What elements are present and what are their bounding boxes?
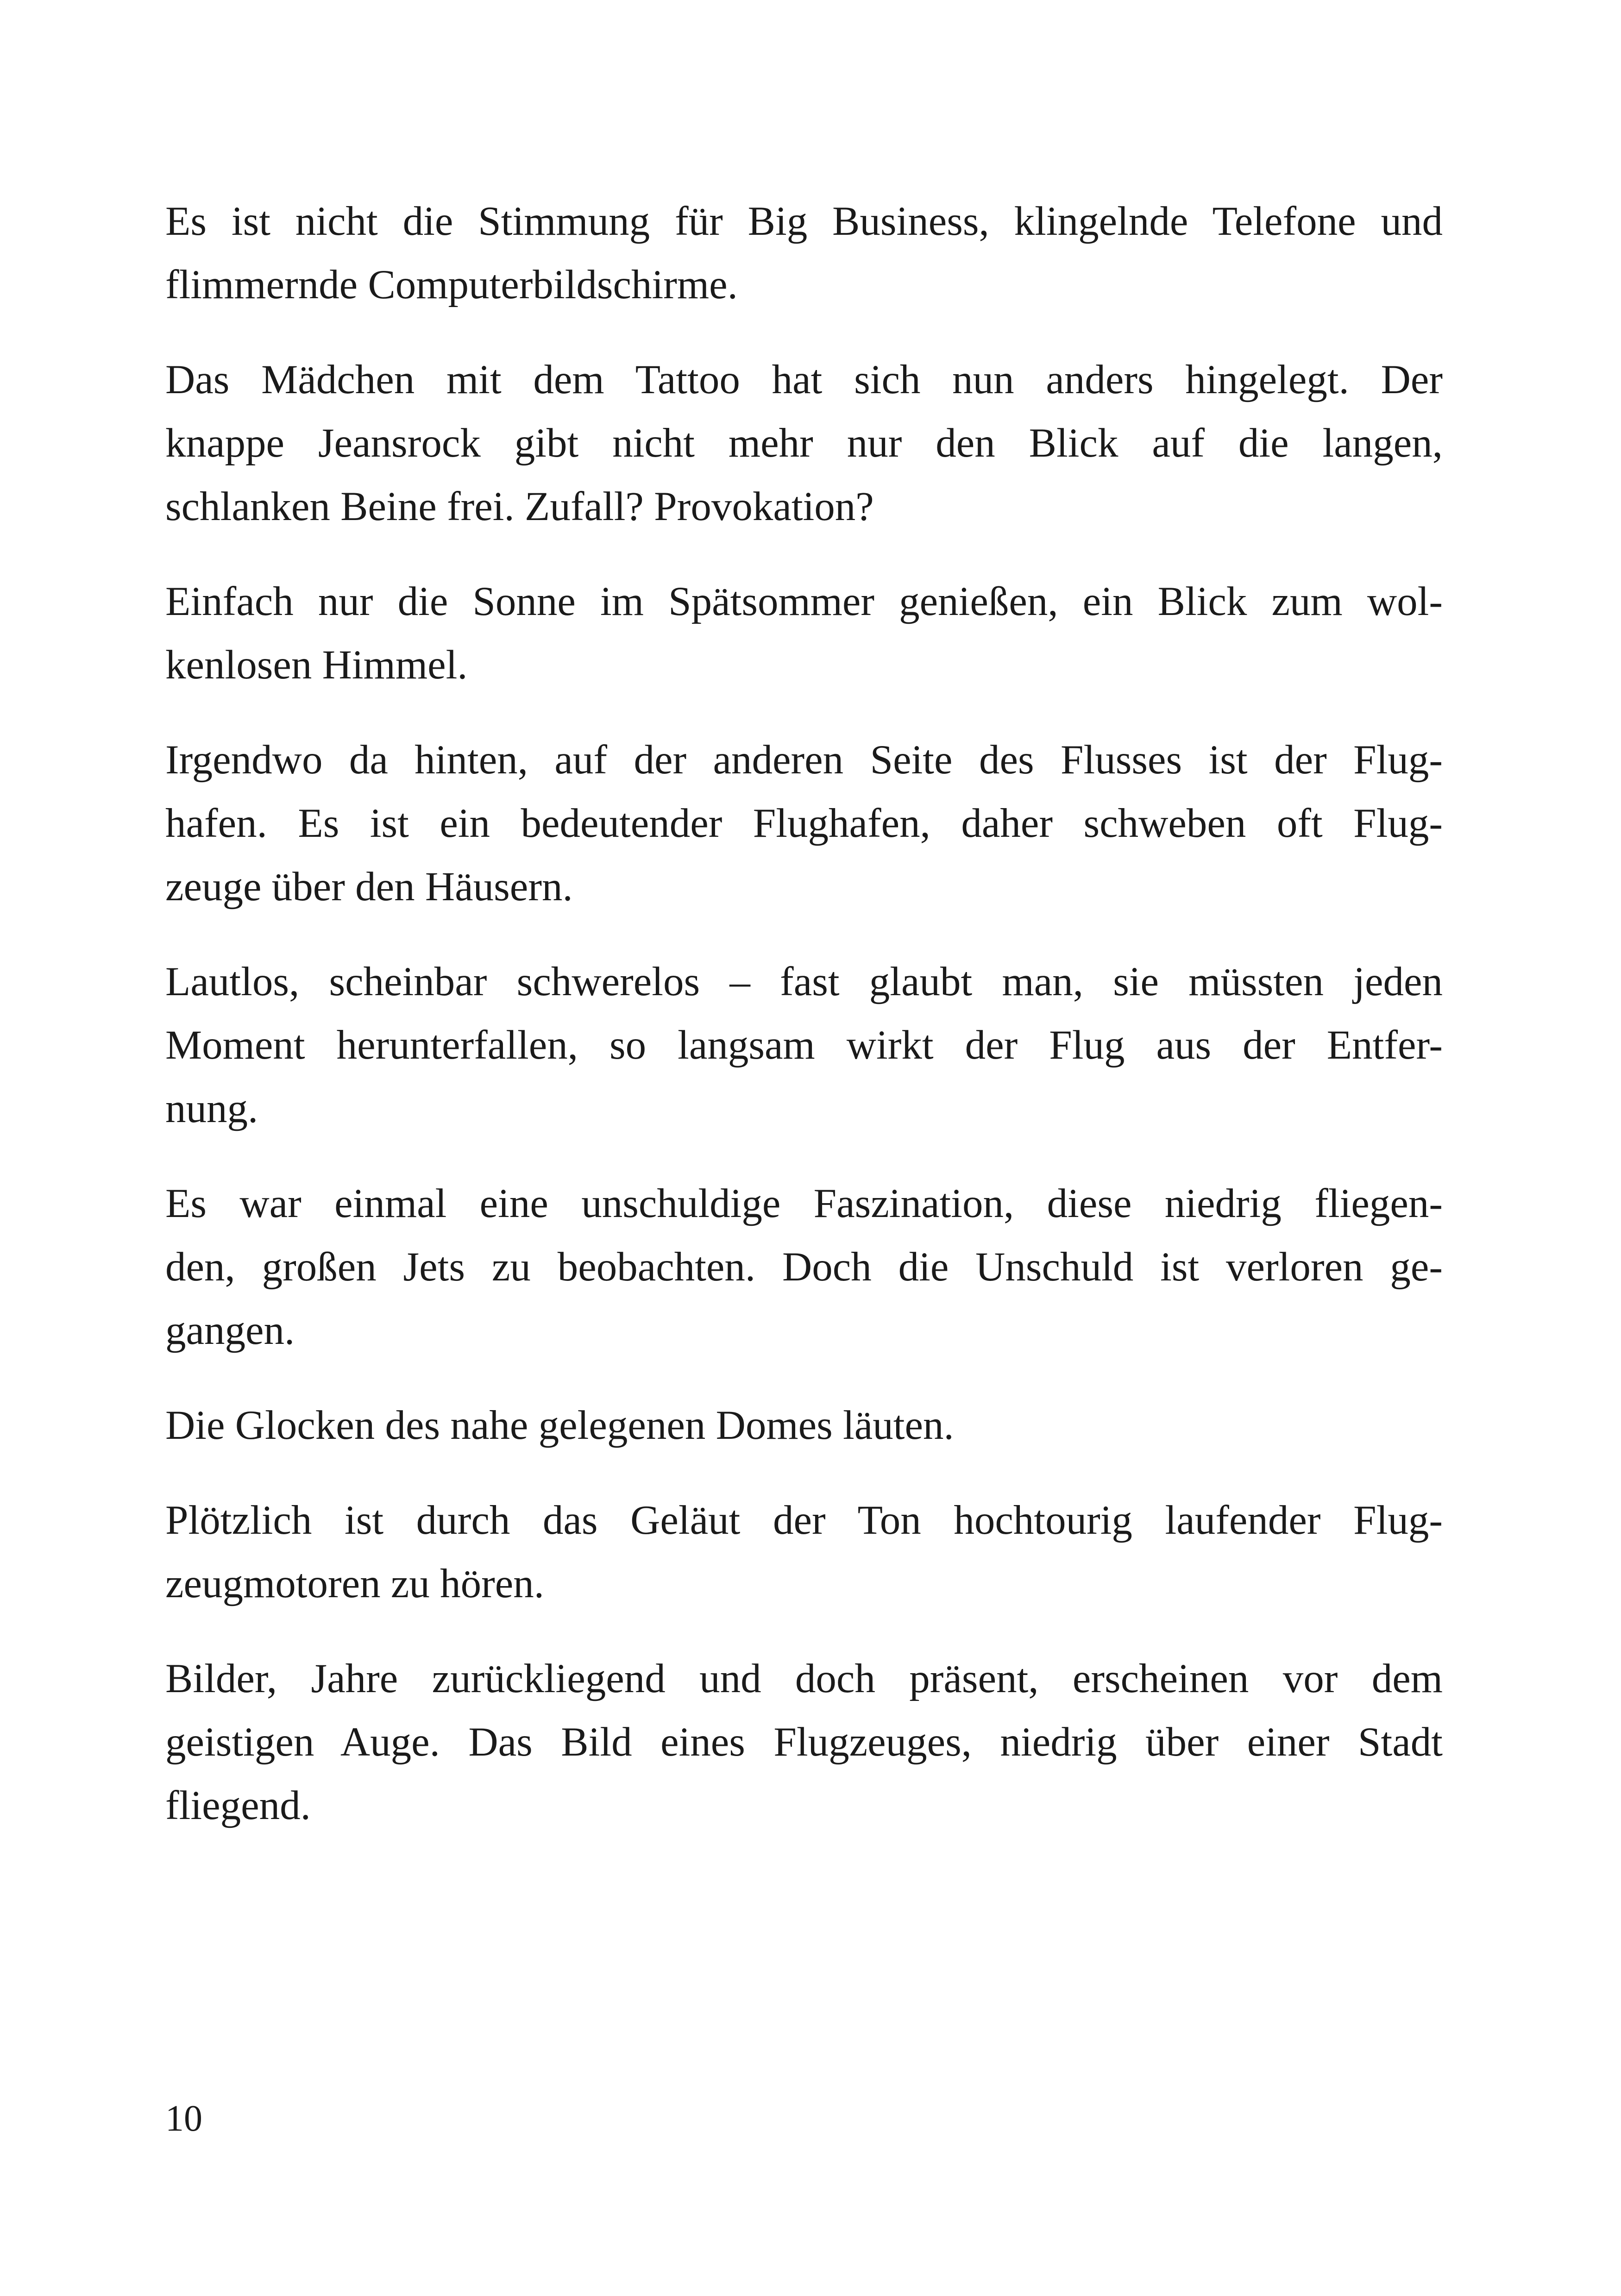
text-line: schlanken Beine frei. Zufall? Provokation? [165,484,874,529]
text-line: Es ist nicht die Stimmung für Big Business, klingelnde Telefone und [165,199,1443,244]
text-line: zeugmotoren zu hören. [165,1561,544,1606]
paragraph [165,190,1443,317]
text-line: den, großen Jets zu beobachten. Doch die Unschuld ist verloren ge- [165,1244,1443,1290]
text-line: Die Glocken des nahe gelegenen Domes läuten. [165,1403,954,1448]
text-line: Es war einmal eine unschuldige Faszination, diese niedrig fliegen- [165,1181,1443,1226]
text-line: Lautlos, scheinbar schwerelos – fast glaubt man, sie müssten jeden [165,959,1443,1004]
paragraph [165,1647,1443,1838]
paragraph [165,950,1443,1141]
text-line: zeuge über den Häusern. [165,864,573,910]
paragraph [165,348,1443,539]
text-line: Plötzlich ist durch das Geläut der Ton hochtourig laufender Flug- [165,1498,1443,1543]
paragraph [165,570,1443,697]
text-line: Moment herunterfallen, so langsam wirkt der Flug aus der Entfer- [165,1023,1443,1068]
text-line: fliegend. [165,1783,311,1828]
text-line: geistigen Auge. Das Bild eines Flugzeuges, niedrig über einer Stadt [165,1719,1443,1765]
paragraph [165,1172,1443,1362]
paragraph [165,728,1443,919]
text-line: Bilder, Jahre zurückliegend und doch präsent, erscheinen vor dem [165,1656,1443,1701]
text-line: kenlosen Himmel. [165,642,468,688]
text-line: hafen. Es ist ein bedeutender Flughafen, daher schweben oft Flug- [165,801,1443,846]
text-line: nung. [165,1086,258,1131]
text-line: Irgendwo da hinten, auf der anderen Seite des Flusses ist der Flug- [165,737,1443,783]
body-text [165,190,1443,1869]
page-number: 10 [165,2098,202,2139]
paragraph [165,1394,1443,1457]
text-line: Das Mädchen mit dem Tattoo hat sich nun anders hingelegt. Der [165,357,1443,402]
text-line: gangen. [165,1308,295,1353]
text-line: knappe Jeansrock gibt nicht mehr nur den Blick auf die langen, [165,420,1443,466]
text-line: Einfach nur die Sonne im Spätsommer genießen, ein Blick zum wol- [165,579,1443,624]
text-line: flimmernde Computerbildschirme. [165,262,738,307]
paragraph [165,1489,1443,1616]
